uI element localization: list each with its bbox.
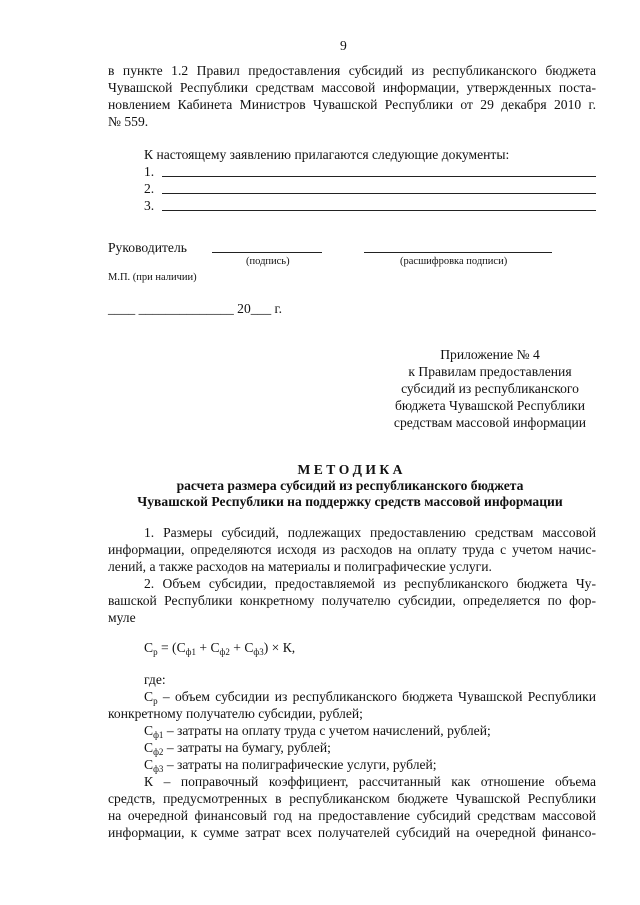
p2-line-2: вашской Республики конкретному получателю субсидии, определяется по фор- <box>108 593 596 608</box>
date-line: ____ ______________ 20___ г. <box>108 301 282 316</box>
seal-label: М.П. (при наличии) <box>108 272 197 283</box>
def-cf3: $С_{ф3}$ – затраты на полиграфические услуги, рублей; <box>144 757 437 774</box>
def-k-line-4: информации, к сумме затрат всех получателей субсидий на очередной финансо- <box>108 825 596 840</box>
signature-decode-caption: (расшифровка подписи) <box>400 256 508 267</box>
appendix-line-1: Приложение № 4 <box>440 347 540 362</box>
attachment-blank-2 <box>162 193 596 194</box>
signature-caption: (подпись) <box>246 256 290 267</box>
intro-line-2: Чувашской Республики средствам массовой информации, утвержденных поста- <box>108 80 596 95</box>
attachments-intro: К настоящему заявлению прилагаются следующие документы: <box>144 147 510 162</box>
p2-line-1: 2. Объем субсидии, предоставляемой из республиканского бюджета Чу- <box>144 576 596 591</box>
def-k-line-2: средств, предусмотренных в республиканском бюджете Чувашской Республики <box>108 791 596 806</box>
intro-line-4: № 559. <box>108 114 149 129</box>
signature-line <box>212 252 322 253</box>
page-number: 9 <box>340 38 347 53</box>
doc-subtitle-1: расчета размера субсидий из республиканского бюджета <box>176 478 524 493</box>
appendix-line-5: средствам массовой информации <box>393 415 587 430</box>
attachment-item-3: 3. <box>144 198 155 213</box>
p1-line-2: информации, определяются исходя из расходов на оплату труда с учетом начис- <box>108 542 596 557</box>
doc-subtitle-2: Чувашской Республики на поддержку средств массовой информации <box>137 494 563 509</box>
formula: $С_р = (С_{ф1} + С_{ф2} + С_{ф3}) \times К$, <box>144 640 296 657</box>
def-cf2: $С_{ф2}$ – затраты на бумагу, рублей; <box>144 740 331 757</box>
attachment-item-2: 2. <box>144 181 155 196</box>
head-label: Руководитель <box>108 240 187 255</box>
def-cr-line-2: конкретному получателю субсидии, рублей; <box>108 706 363 721</box>
def-cf1: $С_{ф1}$ – затраты на оплату труда с учетом начислений, рублей; <box>144 723 491 740</box>
intro-line-3: новлением Кабинета Министров Чувашской Республики от 29 декабря 2010 г. <box>108 97 596 112</box>
appendix-line-3: субсидий из республиканского <box>401 381 579 396</box>
p1-line-1: 1. Размеры субсидий, подлежащих предоставлению средствам массовой <box>144 525 596 540</box>
intro-line-1: в пункте 1.2 Правил предоставления субсидий из республиканского бюджета <box>108 63 596 78</box>
where-label: где: <box>144 672 166 687</box>
doc-title: М Е Т О Д И К А <box>297 462 403 477</box>
signature-decode-line <box>364 252 552 253</box>
attachment-item-1: 1. <box>144 164 155 179</box>
p2-line-3: муле <box>108 610 136 625</box>
def-k-line-1: К – поправочный коэффициент, рассчитанный как отношение объема <box>144 774 596 789</box>
def-cr-line-1: $С_р$ – объем субсидии из республиканского бюджета Чувашской Республики <box>144 689 596 706</box>
attachment-blank-3 <box>162 210 596 211</box>
def-k-line-3: на очередной финансовый год на предоставление субсидий средствам массовой <box>108 808 596 823</box>
attachment-blank-1 <box>162 176 596 177</box>
appendix-line-2: к Правилам предоставления <box>408 364 572 379</box>
appendix-line-4: бюджета Чувашской Республики <box>394 398 586 413</box>
p1-line-3: лений, а также расходов на материалы и полиграфические услуги. <box>108 559 492 574</box>
